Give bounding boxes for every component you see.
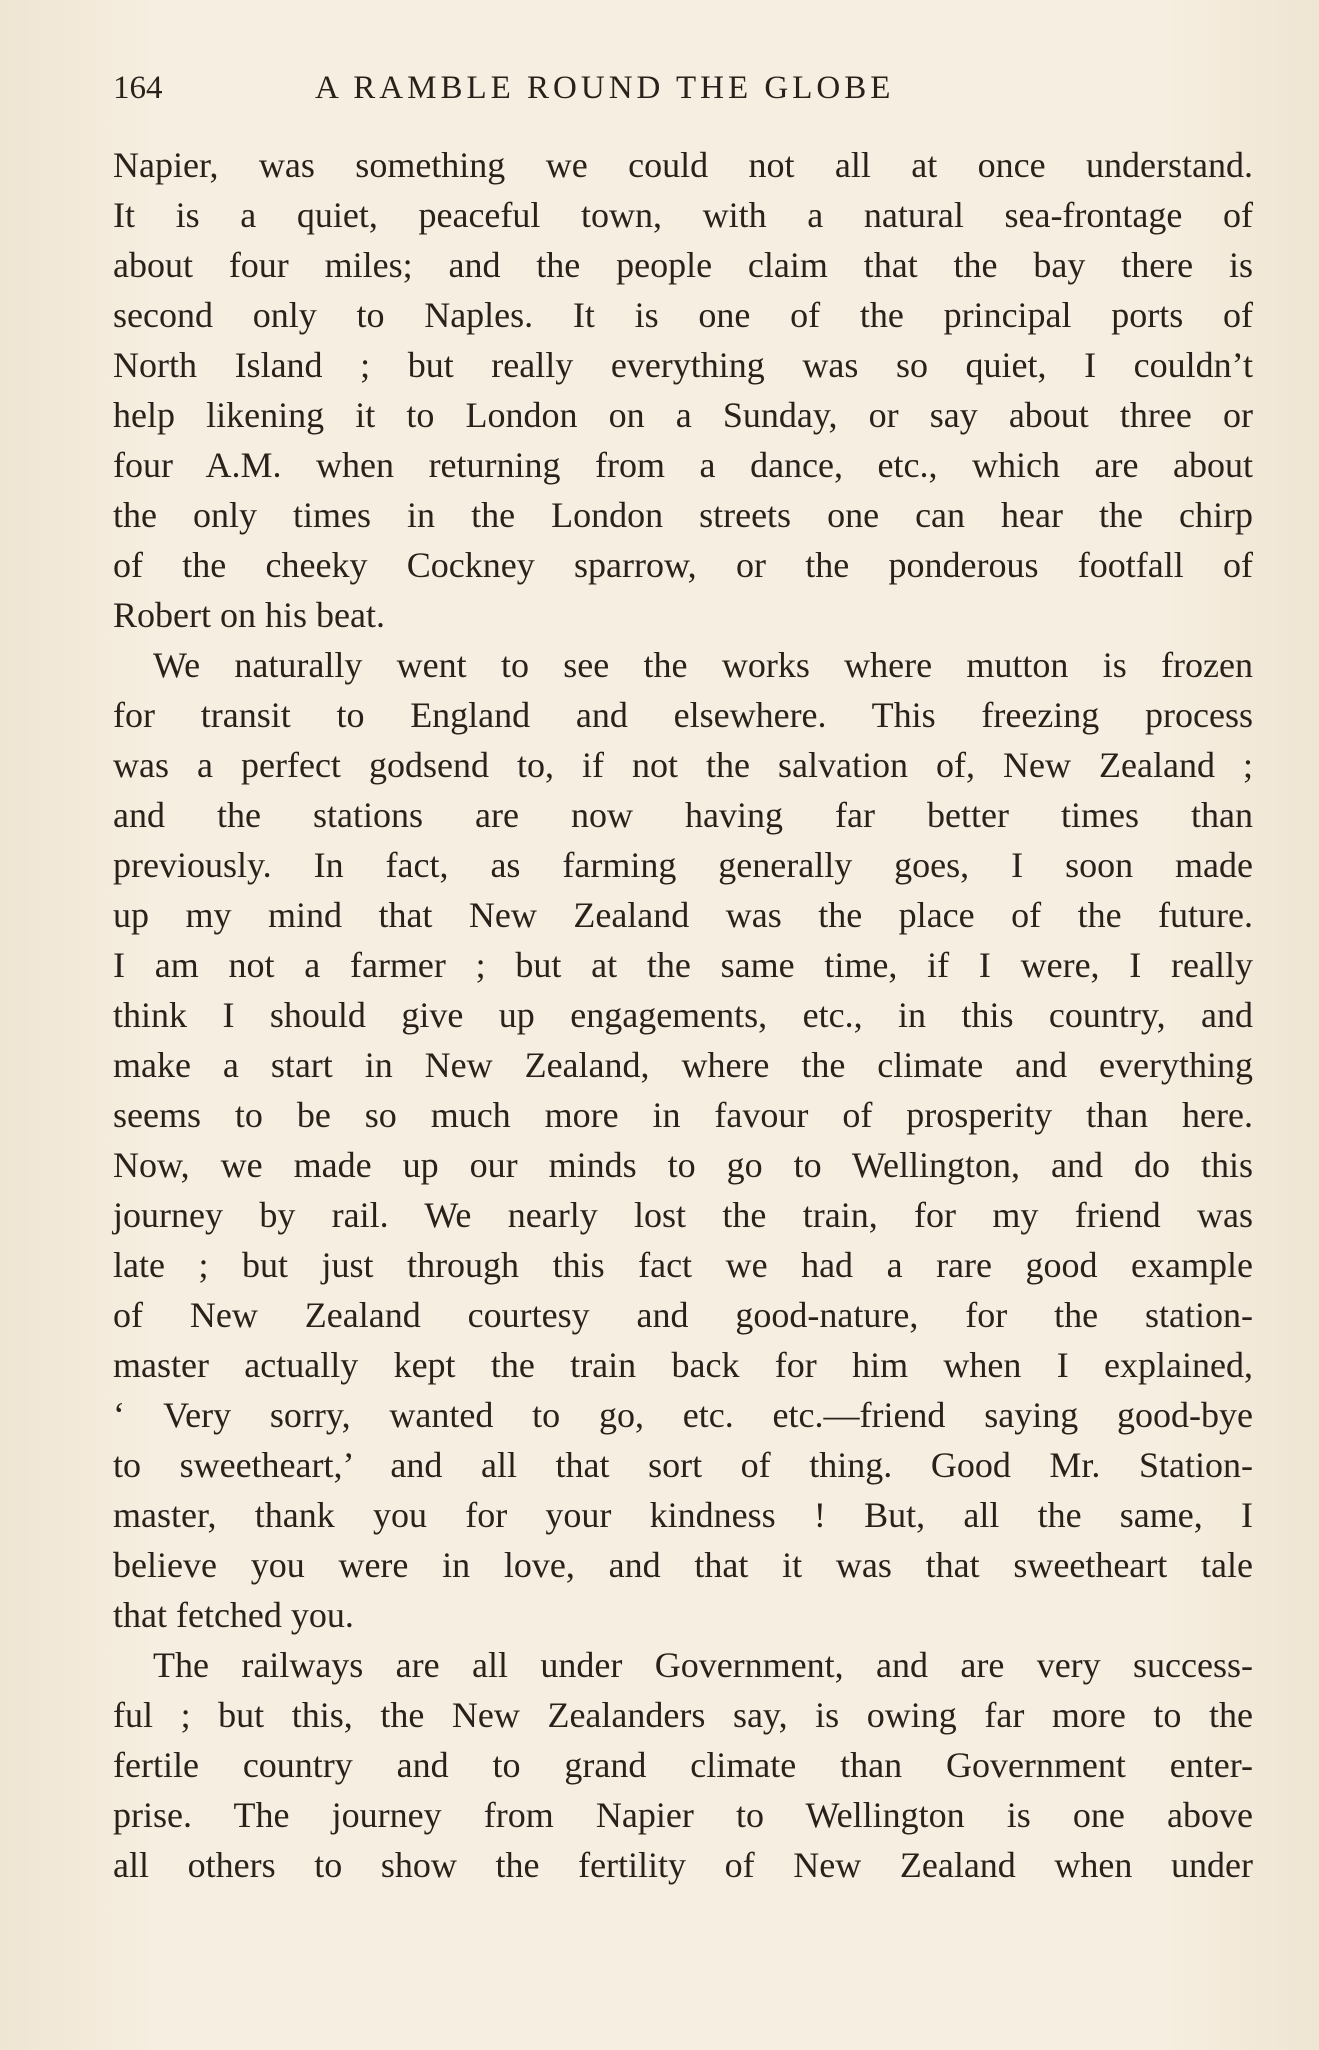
paragraph-end-line: Robert on his beat.: [113, 595, 385, 635]
paragraph-start-line: The railways are all under Government, and are very success-: [153, 1645, 1253, 1685]
text-line: North Island ; but really everything was so quiet, I couldn’t: [113, 345, 1253, 385]
paragraph-start-line: We naturally went to see the works where mutton is frozen: [153, 645, 1253, 685]
page-header: [113, 68, 1253, 108]
text-line: ‘ Very sorry, wanted to go, etc. etc.—friend saying good-bye: [113, 1395, 1253, 1435]
text-line: second only to Naples. It is one of the principal ports of: [113, 295, 1253, 335]
paragraph-end-line: that fetched you.: [113, 1595, 354, 1635]
text-line: It is a quiet, peaceful town, with a natural sea-frontage of: [113, 195, 1253, 235]
text-line: journey by rail. We nearly lost the train, for my friend was: [113, 1195, 1253, 1235]
text-line: and the stations are now having far better times than: [113, 795, 1253, 835]
text-line: prise. The journey from Napier to Wellington is one above: [113, 1795, 1253, 1835]
text-line: think I should give up engagements, etc., in this country, and: [113, 995, 1253, 1035]
text-line: seems to be so much more in favour of prosperity than here.: [113, 1095, 1253, 1135]
text-line: master actually kept the train back for him when I explained,: [113, 1345, 1253, 1385]
text-line: I am not a farmer ; but at the same time, if I were, I really: [113, 945, 1253, 985]
running-title: A RAMBLE ROUND THE GLOBE: [315, 70, 895, 106]
text-line: fertile country and to grand climate than Government enter-: [113, 1745, 1253, 1785]
text-line: of the cheeky Cockney sparrow, or the ponderous footfall of: [113, 545, 1253, 585]
text-line: help likening it to London on a Sunday, or say about three or: [113, 395, 1253, 435]
text-line: Napier, was something we could not all at once understand.: [113, 145, 1253, 185]
page-number: 164: [113, 70, 163, 106]
text-line: master, thank you for your kindness ! But, all the same, I: [113, 1495, 1253, 1535]
text-line: previously. In fact, as farming generally goes, I soon made: [113, 845, 1253, 885]
text-line: believe you were in love, and that it was that sweetheart tale: [113, 1545, 1253, 1585]
text-line: all others to show the fertility of New Zealand when under: [113, 1845, 1253, 1885]
text-line: the only times in the London streets one can hear the chirp: [113, 495, 1253, 535]
text-line: Now, we made up our minds to go to Wellington, and do this: [113, 1145, 1253, 1185]
text-line: about four miles; and the people claim that the bay there is: [113, 245, 1253, 285]
text-line: up my mind that New Zealand was the place of the future.: [113, 895, 1253, 935]
text-line: late ; but just through this fact we had a rare good example: [113, 1245, 1253, 1285]
text-line: for transit to England and elsewhere. This freezing process: [113, 695, 1253, 735]
text-line: ful ; but this, the New Zealanders say, is owing far more to the: [113, 1695, 1253, 1735]
text-line: four A.M. when returning from a dance, etc., which are about: [113, 445, 1253, 485]
text-line: make a start in New Zealand, where the climate and everything: [113, 1045, 1253, 1085]
text-line: was a perfect godsend to, if not the salvation of, New Zealand ;: [113, 745, 1253, 785]
text-line: of New Zealand courtesy and good-nature, for the station-: [113, 1295, 1253, 1335]
text-line: to sweetheart,’ and all that sort of thing. Good Mr. Station-: [113, 1445, 1253, 1485]
body-text: [113, 140, 1253, 1890]
